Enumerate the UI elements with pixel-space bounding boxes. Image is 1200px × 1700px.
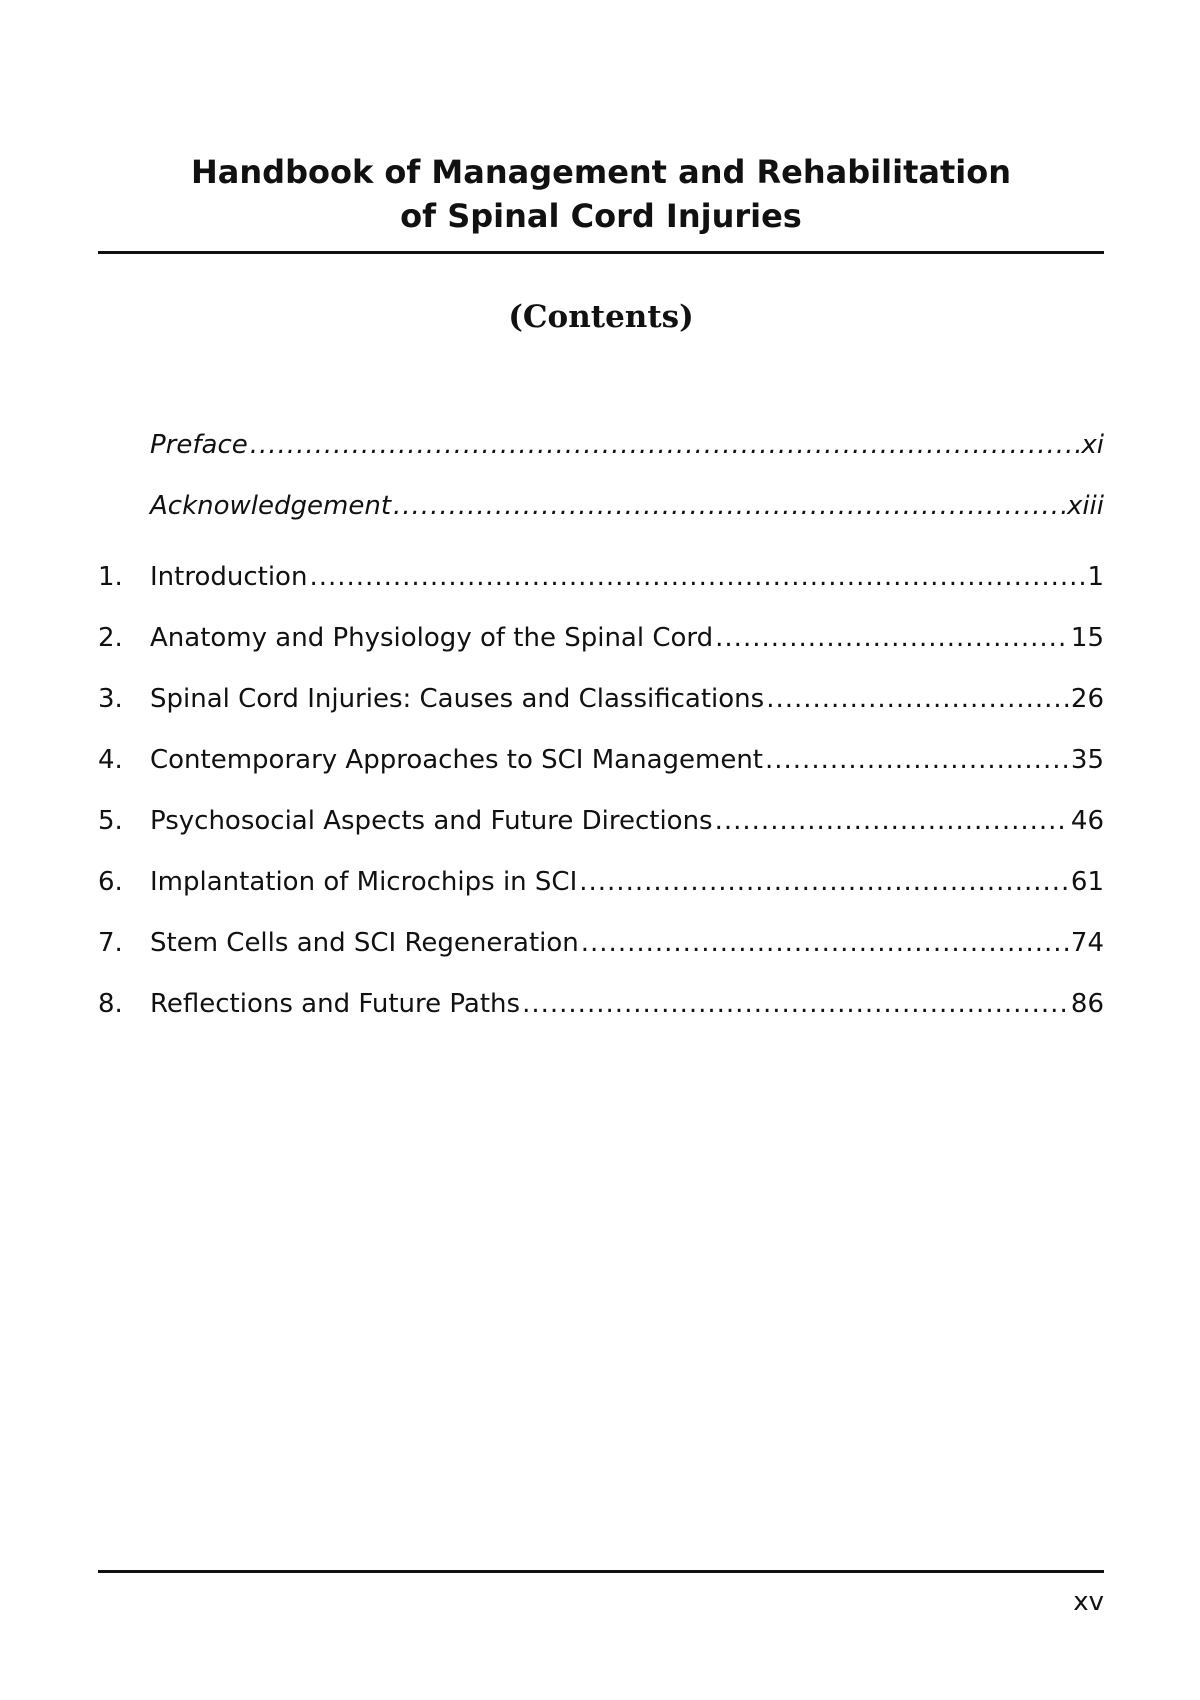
toc-title: Introduction (150, 562, 308, 592)
toc-number: 2. (98, 623, 123, 653)
toc-title: Spinal Cord Injuries: Causes and Classifications (150, 684, 765, 714)
book-title-line-1: Handbook of Management and Rehabilitation (191, 153, 1011, 191)
dot-leader (765, 740, 1069, 780)
contents-heading: (Contents) (508, 299, 694, 335)
header-divider (98, 251, 1104, 254)
footer-divider (98, 1570, 1104, 1573)
toc-entry-acknowledgement[interactable] (98, 486, 1104, 526)
toc-title: Acknowledgement (150, 491, 392, 521)
toc-number: 5. (98, 806, 123, 836)
dot-leader (715, 801, 1069, 841)
dot-leader (581, 923, 1069, 963)
toc-number: 7. (98, 928, 123, 958)
dot-leader (393, 486, 1065, 526)
toc-number: 6. (98, 867, 123, 897)
toc-number: 4. (98, 745, 123, 775)
toc-page-number: 15 (1070, 623, 1104, 653)
toc-entry-chapter-8[interactable] (98, 984, 1104, 1024)
toc-title: Psychosocial Aspects and Future Directions (150, 806, 713, 836)
toc-page-number: 46 (1070, 806, 1104, 836)
dot-leader (579, 862, 1069, 902)
dot-leader (522, 984, 1069, 1024)
toc-page-number: 26 (1070, 684, 1104, 714)
toc-number: 8. (98, 989, 123, 1019)
toc-number: 1. (98, 562, 123, 592)
toc-entry-chapter-3[interactable] (98, 679, 1104, 719)
dot-leader (766, 679, 1069, 719)
toc-page-number: 1 (1087, 562, 1104, 592)
toc-page-number: 61 (1070, 867, 1104, 897)
toc-page-number: xiii (1066, 491, 1104, 521)
toc-entry-chapter-1[interactable] (98, 557, 1104, 597)
toc-title: Stem Cells and SCI Regeneration (150, 928, 579, 958)
book-title-line-2: of Spinal Cord Injuries (400, 197, 802, 235)
toc-entry-chapter-6[interactable] (98, 862, 1104, 902)
toc-page-number: 86 (1070, 989, 1104, 1019)
toc-title: Reflections and Future Paths (150, 989, 521, 1019)
toc-entry-chapter-5[interactable] (98, 801, 1104, 841)
toc-entry-chapter-7[interactable] (98, 923, 1104, 963)
toc-page-number: 74 (1070, 928, 1104, 958)
book-title (98, 150, 1104, 238)
toc-title: Implantation of Microchips in SCI (150, 867, 578, 897)
dot-leader (250, 425, 1080, 465)
toc-entry-chapter-2[interactable] (98, 618, 1104, 658)
toc-title: Preface (150, 430, 248, 460)
folio-page-number: xv (1073, 1587, 1104, 1617)
toc-page-number: 35 (1070, 745, 1104, 775)
toc-number: 3. (98, 684, 123, 714)
dot-leader (309, 557, 1085, 597)
toc-page-number: xi (1081, 430, 1104, 460)
toc-entry-chapter-4[interactable] (98, 740, 1104, 780)
toc-entry-preface[interactable] (98, 425, 1104, 465)
toc-title: Contemporary Approaches to SCI Management (150, 745, 763, 775)
dot-leader (715, 618, 1069, 658)
toc-title: Anatomy and Physiology of the Spinal Cord (150, 623, 714, 653)
